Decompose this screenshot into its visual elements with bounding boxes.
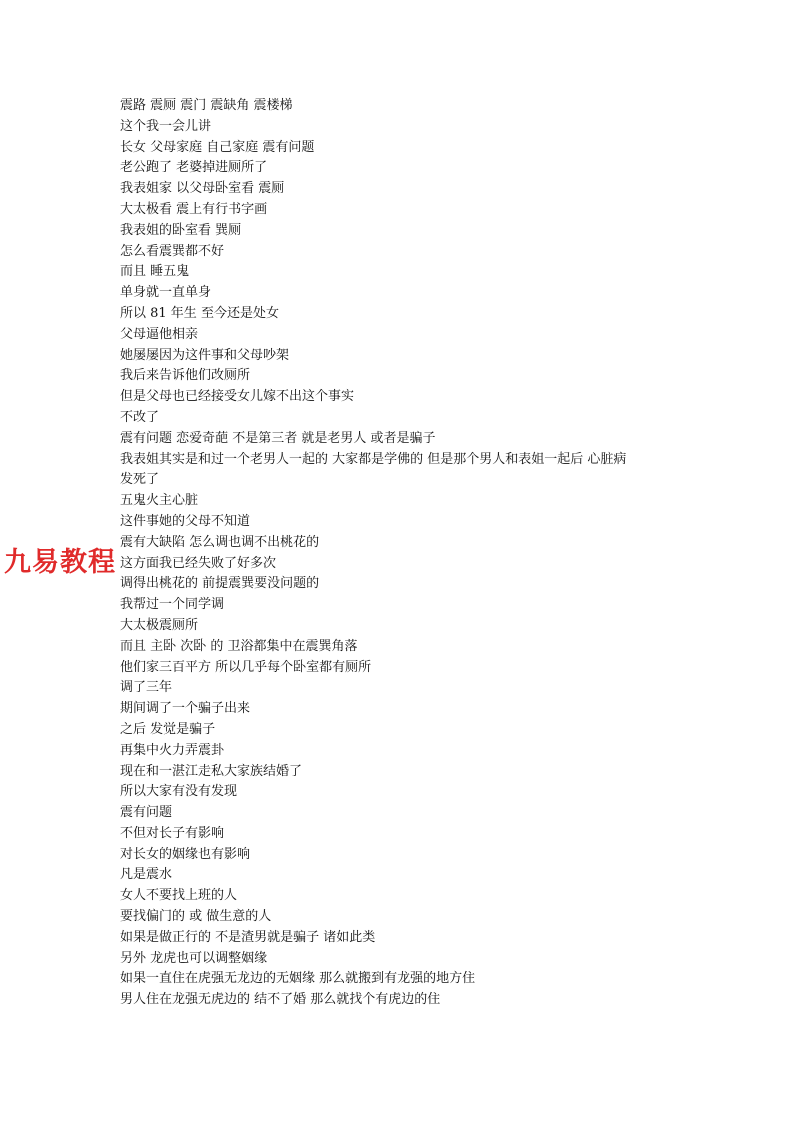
- text-line: 凡是震水: [120, 867, 173, 883]
- text-line: 单身就一直单身: [120, 285, 212, 301]
- text-line: 另外 龙虎也可以调整姻缘: [120, 950, 268, 966]
- text-line: 我帮过一个同学调: [120, 597, 225, 613]
- text-line: 震路 震厕 震门 震缺角 震楼梯: [120, 98, 293, 113]
- text-line: 之后 发觉是骗子: [120, 721, 216, 737]
- text-line: 女人不要找上班的人: [120, 888, 238, 904]
- text-line: 对长女的姻缘也有影响: [120, 846, 251, 862]
- text-line: 这件事她的父母不知道: [120, 513, 251, 529]
- text-line: 所以大家有没有发现: [120, 784, 238, 800]
- text-line: 她屡屡因为这件事和父母吵架: [120, 347, 290, 363]
- text-line: 震有大缺陷 怎么调也调不出桃花的: [120, 534, 320, 550]
- text-line: 所以 81 年生 至今还是处女: [120, 305, 279, 321]
- text-line: 怎么看震巽都不好: [120, 243, 225, 259]
- text-line: 如果是做正行的 不是渣男就是骗子 诸如此类: [120, 929, 376, 945]
- text-line: 发死了: [120, 472, 160, 488]
- text-line: 调了三年: [120, 680, 173, 696]
- text-line: 要找偏门的 或 做生意的人: [120, 909, 272, 925]
- text-line: 这方面我已经失败了好多次: [120, 555, 277, 571]
- text-line: 调得出桃花的 前提震巽要没问题的: [120, 576, 320, 592]
- text-line: 长女 父母家庭 自己家庭 震有问题: [120, 139, 315, 155]
- text-line: 而且 睡五鬼: [120, 264, 190, 280]
- text-line: 这个我一会儿讲: [120, 118, 212, 134]
- text-line: 震有问题 恋爱奇葩 不是第三者 就是老男人 或者是骗子: [120, 430, 436, 446]
- text-line: 如果一直住在虎强无龙边的无姻缘 那么就搬到有龙强的地方住: [120, 971, 476, 987]
- text-line: 五鬼火主心脏: [120, 493, 199, 509]
- text-line: 父母逼他相亲: [120, 326, 199, 342]
- text-line: 不但对长子有影响: [120, 825, 225, 841]
- text-line: 但是父母也已经接受女儿嫁不出这个事实: [120, 389, 355, 405]
- text-line: 而且 主卧 次卧 的 卫浴都集中在震巽角落: [120, 638, 358, 654]
- text-line: 我表姐家 以父母卧室看 震厕: [120, 181, 285, 197]
- document-body: [120, 96, 720, 1011]
- text-line: 大太极震厕所: [120, 617, 199, 633]
- text-line: 男人住在龙强无虎边的 结不了婚 那么就找个有虎边的住: [120, 992, 441, 1008]
- text-line: 我后来告诉他们改厕所: [120, 368, 251, 384]
- text-line: 大太极看 震上有行书字画: [120, 201, 268, 217]
- text-line: 再集中火力弄震卦: [120, 742, 225, 758]
- text-line: 老公跑了 老婆掉进厕所了: [120, 160, 268, 176]
- text-line: 我表姐其实是和过一个老男人一起的 大家都是学佛的 但是那个男人和表姐一起后 心脏病: [120, 451, 627, 467]
- text-line: 我表姐的卧室看 巽厕: [120, 222, 242, 238]
- text-line: 震有问题: [120, 805, 173, 821]
- text-line: 现在和一湛江走私大家族结婚了: [120, 763, 303, 779]
- text-line: 他们家三百平方 所以几乎每个卧室都有厕所: [120, 659, 372, 675]
- text-line: 不改了: [120, 409, 160, 425]
- watermark: 九易教程: [4, 547, 116, 578]
- text-line: 期间调了一个骗子出来: [120, 701, 251, 717]
